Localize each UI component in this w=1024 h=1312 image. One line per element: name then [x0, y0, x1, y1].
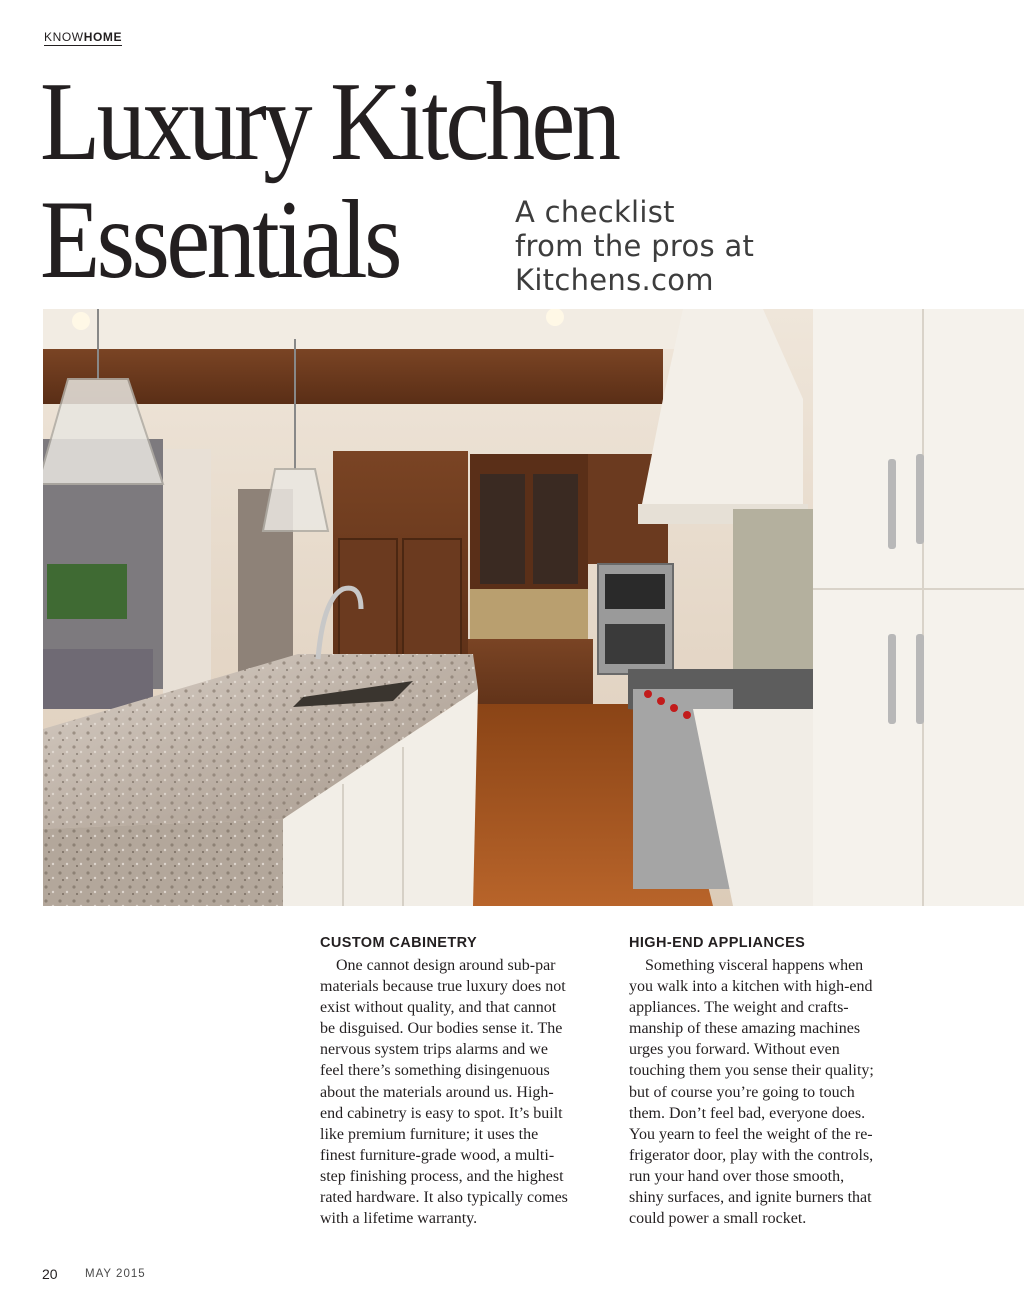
kicker-prefix: KNOW — [44, 30, 84, 44]
kicker-suffix: HOME — [83, 30, 123, 44]
body-line: shiny surfaces, and ignite burners that — [629, 1189, 872, 1207]
section-high-end-appliances — [629, 934, 921, 1229]
body-line: nervous system trips alarms and we — [320, 1041, 548, 1059]
body-line: them. Don’t feel bad, everyone does. — [629, 1104, 866, 1122]
section-heading: HIGH-END APPLIANCES — [629, 935, 806, 951]
body-line: rated hardware. It also typically comes — [320, 1189, 568, 1207]
body-line: you walk into a kitchen with high-end — [629, 978, 873, 996]
body-line: about the materials around us. High- — [320, 1083, 554, 1101]
body-line: materials because true luxury does not — [320, 978, 566, 996]
section-kicker — [44, 31, 122, 46]
subtitle-line: Kitchens.com — [515, 263, 714, 297]
issue-date: MAY 2015 — [85, 1268, 146, 1280]
subtitle-line: A checklist — [515, 195, 675, 229]
body-line: step finishing process, and the highest — [320, 1167, 564, 1185]
body-line: appliances. The weight and crafts- — [629, 999, 849, 1017]
section-body — [629, 955, 921, 1229]
body-line: touching them you sense their quality; — [629, 1062, 874, 1080]
subtitle — [515, 195, 775, 297]
body-line: finest furniture-grade wood, a multi- — [320, 1146, 555, 1164]
body-line: One cannot design around sub-par — [320, 957, 556, 974]
body-line: be disguised. Our bodies sense it. The — [320, 1020, 563, 1038]
body-line: You yearn to feel the weight of the re- — [629, 1125, 873, 1143]
body-line: Something visceral happens when — [629, 957, 864, 974]
headline-line-2: Essentials — [40, 178, 399, 302]
body-line: feel there’s something disingenuous — [320, 1062, 550, 1080]
section-heading: CUSTOM CABINETRY — [320, 935, 478, 951]
body-line: frigerator door, play with the controls, — [629, 1146, 874, 1164]
body-line: but of course you’re going to touch — [629, 1083, 855, 1101]
body-line: like premium furniture; it uses the — [320, 1125, 539, 1143]
kitchen-photo-illustration — [43, 309, 1024, 906]
page-number: 20 — [42, 1266, 58, 1282]
body-line: with a lifetime warranty. — [320, 1210, 478, 1228]
section-custom-cabinetry — [320, 934, 610, 1229]
section-body — [320, 955, 610, 1229]
body-line: manship of these amazing machines — [629, 1020, 861, 1038]
body-line: urges you forward. Without even — [629, 1041, 840, 1059]
subtitle-line: from the pros at — [515, 229, 755, 263]
body-line: exist without quality, and that cannot — [320, 999, 557, 1017]
body-line: end cabinetry is easy to spot. It’s built — [320, 1104, 563, 1122]
kitchen-photo — [43, 309, 1024, 906]
body-line: could power a small rocket. — [629, 1210, 807, 1228]
body-line: run your hand over those smooth, — [629, 1167, 845, 1185]
headline-line-1: Luxury Kitchen — [40, 60, 618, 184]
